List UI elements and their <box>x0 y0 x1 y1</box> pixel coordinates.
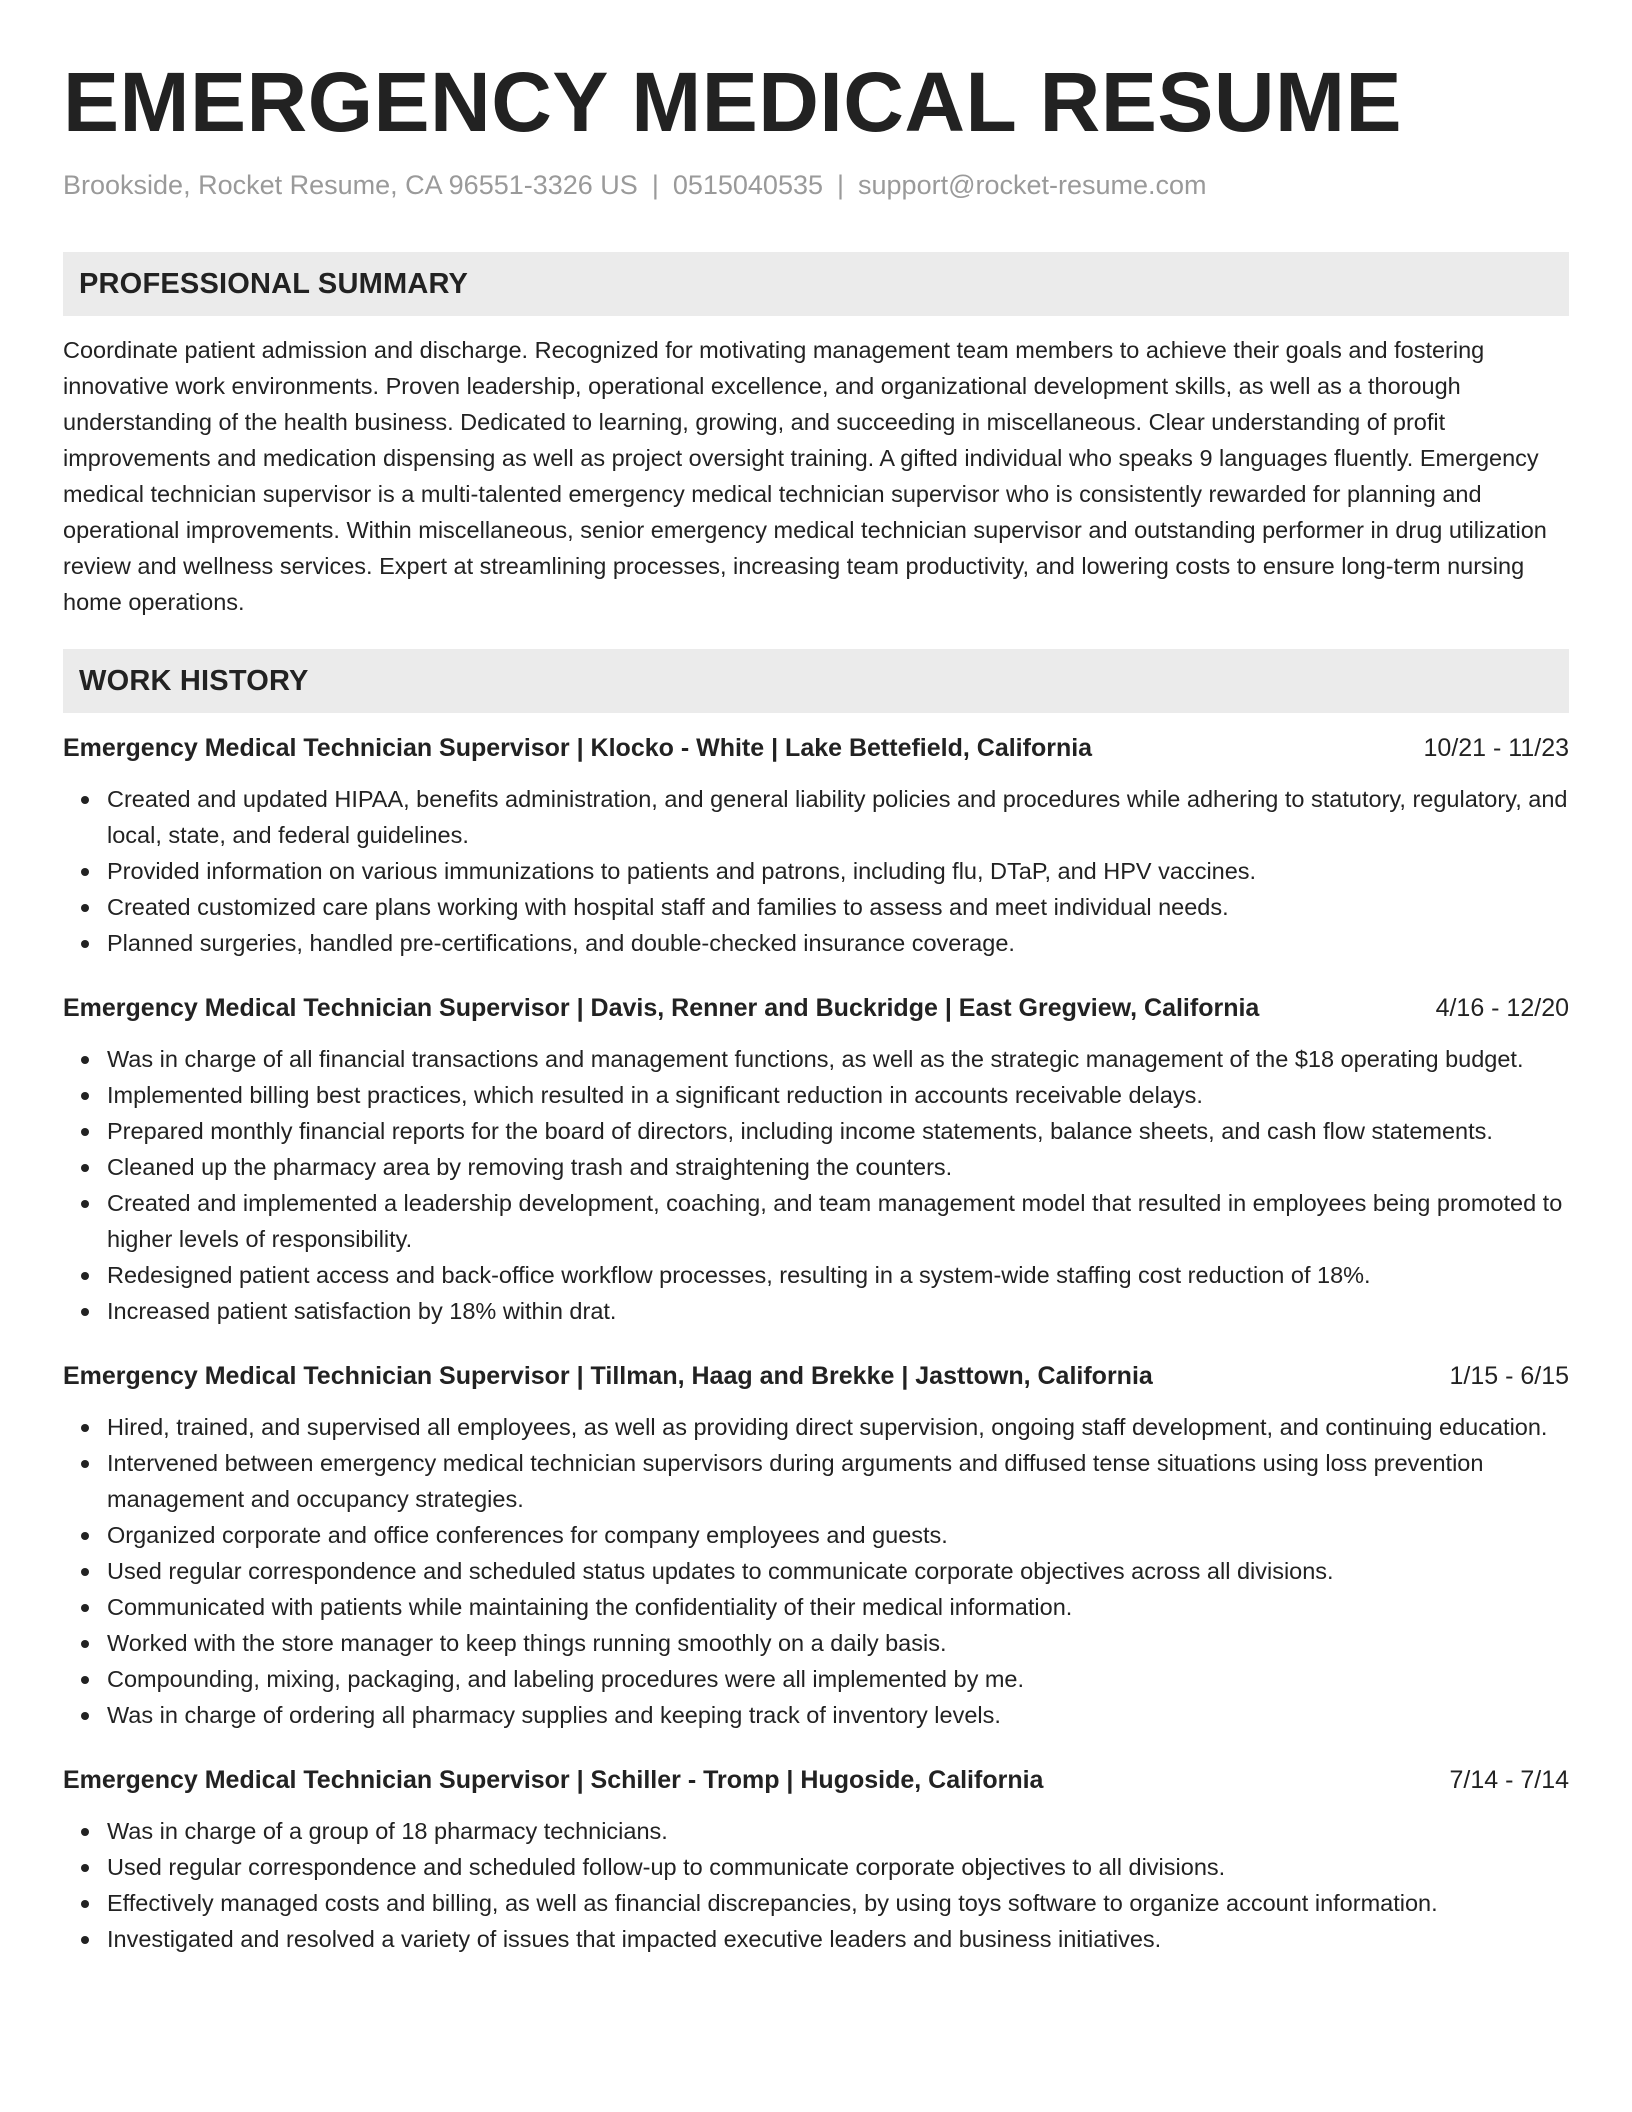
job-bullet-list <box>63 781 1569 961</box>
job-bullet-text: Communicated with patients while maintaining the confidentiality of their medical information. <box>107 1594 1073 1620</box>
job-bullet-text: Redesigned patient access and back-office workflow processes, resulting in a system-wide staffing cost reduction of 18%. <box>107 1262 1371 1288</box>
bullet-dot-icon <box>81 1308 89 1316</box>
job-bullet <box>63 1517 1569 1553</box>
job-bullet <box>63 889 1569 925</box>
job-bullet <box>63 1409 1569 1445</box>
job-entry <box>63 1763 1569 1957</box>
job-title: Emergency Medical Technician Supervisor | Schiller - Tromp | Hugoside, California <box>63 1766 1044 1794</box>
bullet-dot-icon <box>81 1092 89 1100</box>
job-bullet-text: Increased patient satisfaction by 18% within drat. <box>107 1298 617 1324</box>
job-bullet-text: Used regular correspondence and scheduled follow-up to communicate corporate objectives to all divisions. <box>107 1854 1226 1880</box>
bullet-dot-icon <box>81 1164 89 1172</box>
job-bullet <box>63 1293 1569 1329</box>
job-bullet <box>63 1041 1569 1077</box>
contact-separator: | <box>837 170 845 200</box>
bullet-dot-icon <box>81 1604 89 1612</box>
summary-section-header: PROFESSIONAL SUMMARY <box>63 252 1569 316</box>
bullet-dot-icon <box>81 1900 89 1908</box>
bullet-dot-icon <box>81 1272 89 1280</box>
job-bullet <box>63 1813 1569 1849</box>
job-bullet <box>63 1553 1569 1589</box>
job-bullet-text: Used regular correspondence and scheduled status updates to communicate corporate objectives across all divisions. <box>107 1558 1334 1584</box>
resume-title: EMERGENCY MEDICAL RESUME <box>63 55 1403 149</box>
work-history-section-header: WORK HISTORY <box>63 649 1569 713</box>
job-bullet <box>63 925 1569 961</box>
job-bullet <box>63 1661 1569 1697</box>
job-bullet-list <box>63 1409 1569 1733</box>
contact-separator: | <box>651 170 659 200</box>
job-bullet <box>63 853 1569 889</box>
job-bullet <box>63 1921 1569 1957</box>
bullet-dot-icon <box>81 1532 89 1540</box>
job-header <box>63 1763 1569 1797</box>
job-bullet-text: Effectively managed costs and billing, as well as financial discrepancies, by using toys software to organize account information. <box>107 1890 1438 1916</box>
bullet-dot-icon <box>81 904 89 912</box>
summary-text: Coordinate patient admission and discharge. Recognized for motivating management team members to achieve their goals and fostering innovative work environments. Proven leadership, operational excellence, and organizational development skills, as well as a thorough understanding of the health business. Dedicated to learning, growing, and succeeding in miscellaneous. Clear understanding of profit improvements and medication dispensing as well as project oversight training. A gifted individual who speaks 9 languages fluently. Emergency medical technician supervisor is a multi-talented emergency medical technician supervisor who is consistently rewarded for planning and operational improvements. Within miscellaneous, senior emergency medical technician supervisor and outstanding performer in drug utilization review and wellness services. Expert at streamlining processes, increasing team productivity, and lowering costs to ensure long-term nursing home operations. <box>63 337 1547 615</box>
bullet-dot-icon <box>81 1828 89 1836</box>
job-bullet <box>63 1077 1569 1113</box>
job-bullet <box>63 1149 1569 1185</box>
contact-phone: 0515040535 <box>672 170 823 200</box>
job-entry <box>63 991 1569 1329</box>
bullet-dot-icon <box>81 1712 89 1720</box>
job-bullet-text: Worked with the store manager to keep things running smoothly on a daily basis. <box>107 1630 947 1656</box>
work-history-list <box>63 731 1569 1957</box>
job-bullet <box>63 1589 1569 1625</box>
job-bullet-text: Prepared monthly financial reports for the board of directors, including income statements, balance sheets, and cash flow statements. <box>107 1118 1493 1144</box>
bullet-dot-icon <box>81 1936 89 1944</box>
job-bullet <box>63 1849 1569 1885</box>
job-bullet-text: Hired, trained, and supervised all employees, as well as providing direct supervision, ongoing staff development, and continuing education. <box>107 1414 1548 1440</box>
job-bullet <box>63 781 1569 853</box>
job-header <box>63 1359 1569 1393</box>
job-dates: 1/15 - 6/15 <box>1449 1362 1569 1390</box>
bullet-dot-icon <box>81 1568 89 1576</box>
job-bullet <box>63 1885 1569 1921</box>
job-title: Emergency Medical Technician Supervisor | Davis, Renner and Buckridge | East Gregview, California <box>63 994 1260 1022</box>
job-bullet <box>63 1445 1569 1517</box>
job-title: Emergency Medical Technician Supervisor | Klocko - White | Lake Bettefield, California <box>63 734 1093 762</box>
job-bullet-list <box>63 1041 1569 1329</box>
job-bullet <box>63 1257 1569 1293</box>
contact-email: support@rocket-resume.com <box>858 170 1207 200</box>
bullet-dot-icon <box>81 1200 89 1208</box>
job-bullet-text: Organized corporate and office conferences for company employees and guests. <box>107 1522 948 1548</box>
job-bullet-text: Provided information on various immunizations to patients and patrons, including flu, DTaP, and HPV vaccines. <box>107 858 1257 884</box>
job-header <box>63 991 1569 1025</box>
job-bullet-text: Was in charge of a group of 18 pharmacy technicians. <box>107 1818 668 1844</box>
bullet-dot-icon <box>81 1460 89 1468</box>
job-dates: 4/16 - 12/20 <box>1435 994 1569 1022</box>
job-bullet-text: Implemented billing best practices, which resulted in a significant reduction in accounts receivable delays. <box>107 1082 1203 1108</box>
job-bullet <box>63 1113 1569 1149</box>
contact-line <box>63 168 1569 202</box>
bullet-dot-icon <box>81 1128 89 1136</box>
job-bullet-text: Was in charge of all financial transactions and management functions, as well as the strategic management of the $18 operating budget. <box>107 1046 1524 1072</box>
job-header <box>63 731 1569 765</box>
job-bullet <box>63 1625 1569 1661</box>
bullet-dot-icon <box>81 868 89 876</box>
bullet-dot-icon <box>81 796 89 804</box>
job-entry <box>63 1359 1569 1733</box>
bullet-dot-icon <box>81 1056 89 1064</box>
job-title: Emergency Medical Technician Supervisor | Tillman, Haag and Brekke | Jasttown, California <box>63 1362 1153 1390</box>
bullet-dot-icon <box>81 1424 89 1432</box>
job-bullet-text: Planned surgeries, handled pre-certifications, and double-checked insurance coverage. <box>107 930 1015 956</box>
job-bullet-text: Investigated and resolved a variety of issues that impacted executive leaders and business initiatives. <box>107 1926 1162 1952</box>
contact-address: Brookside, Rocket Resume, CA 96551-3326 US <box>63 170 638 200</box>
job-bullet <box>63 1697 1569 1733</box>
job-bullet-text: Intervened between emergency medical technician supervisors during arguments and diffused tense situations using loss prevention management and occupancy strategies. <box>107 1450 1484 1512</box>
bullet-dot-icon <box>81 1864 89 1872</box>
job-bullet-text: Compounding, mixing, packaging, and labeling procedures were all implemented by me. <box>107 1666 1025 1692</box>
bullet-dot-icon <box>81 940 89 948</box>
job-bullet-text: Created and implemented a leadership development, coaching, and team management model that resulted in employees being promoted to higher levels of responsibility. <box>107 1190 1563 1252</box>
job-bullet-text: Was in charge of ordering all pharmacy supplies and keeping track of inventory levels. <box>107 1702 1001 1728</box>
bullet-dot-icon <box>81 1640 89 1648</box>
job-dates: 10/21 - 11/23 <box>1423 734 1569 762</box>
job-bullet-text: Cleaned up the pharmacy area by removing trash and straightening the counters. <box>107 1154 953 1180</box>
job-bullet-text: Created customized care plans working with hospital staff and families to assess and meet individual needs. <box>107 894 1229 920</box>
bullet-dot-icon <box>81 1676 89 1684</box>
job-entry <box>63 731 1569 961</box>
job-bullet-list <box>63 1813 1569 1957</box>
job-bullet <box>63 1185 1569 1257</box>
job-dates: 7/14 - 7/14 <box>1449 1766 1569 1794</box>
job-bullet-text: Created and updated HIPAA, benefits administration, and general liability policies and procedures while adhering to statutory, regulatory, and local, state, and federal guidelines. <box>107 786 1568 848</box>
